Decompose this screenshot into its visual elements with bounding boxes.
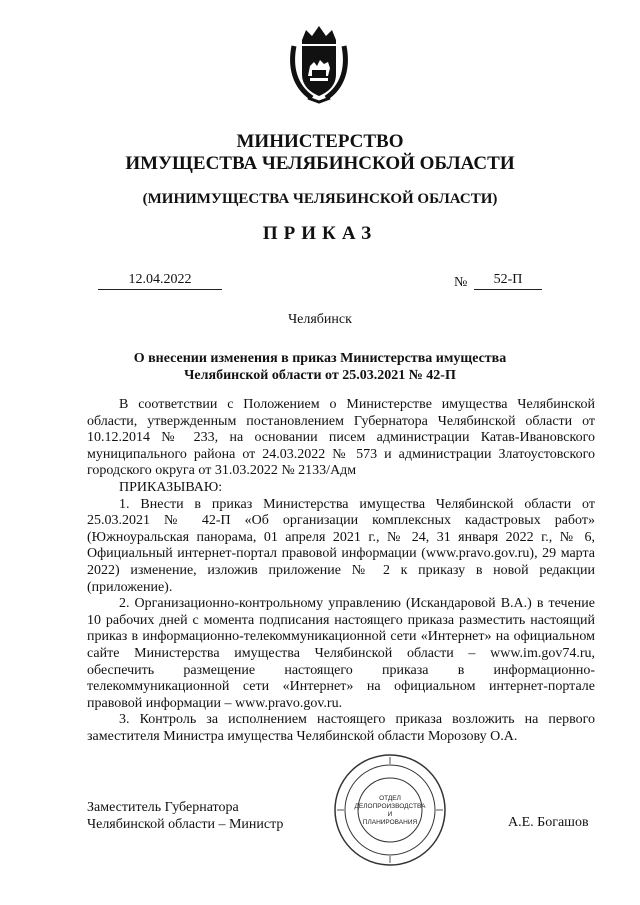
- subject-line1: О внесении изменения в приказ Министерства имущества: [133, 351, 507, 366]
- ministry-name-line2: ИМУЩЕСТВА ЧЕЛЯБИНСКОЙ ОБЛАСТИ: [125, 153, 515, 174]
- order-item-2: 2. Организационно-контрольному управлению (Искандаровой В.А.) в течение 10 рабочих дней с момента подписания настоящего приказа разместить настоящий приказ в информационно-телекоммуникационной сети «Интернет» на официальном сайте Министерства имущества Челябинской области – www.im.gov74.ru, обеспечить размещение настоящего приказа в информационно-телекоммуникационной сети «Интернет» на официальном интернет-портале правовой информации – www.pravo.gov.ru.: [87, 596, 595, 711]
- stamp-text-line4: ПЛАНИРОВАНИЯ: [362, 819, 418, 826]
- document-type: ПРИКАЗ: [262, 223, 378, 244]
- order-item-3: 3. Контроль за исполнением настоящего приказа возложить на первого заместителя Министра имущества Челябинской области Морозову О.А.: [87, 712, 595, 744]
- signer-name: А.Е. Богашов: [508, 815, 589, 830]
- ministry-name-line1: МИНИСТЕРСТВО: [236, 131, 404, 152]
- official-stamp: [332, 752, 448, 868]
- signer-position: [87, 799, 283, 833]
- subject-line2: Челябинской области от 25.03.2021 № 42-П: [184, 368, 456, 383]
- stamp-text-line1: ОТДЕЛ: [379, 795, 401, 802]
- signer-position-line2: Челябинской области – Министр: [87, 817, 284, 832]
- ministry-short-name: (МИНИМУЩЕСТВА ЧЕЛЯБИНСКОЙ ОБЛАСТИ): [142, 191, 498, 207]
- order-item-1: 1. Внести в приказ Министерства имущества Челябинской области от 25.03.2021 № 42-П «Об организации комплексных кадастровых работ» (Южноуральская панорама, 01 апреля 2021 г., № 24, 31 января 2022 г., № 6, Официальный интернет-портал правовой информации (www.pravo.gov.ru), 29 марта 2022) изменение, изложив приложение № 2 к приказу в новой редакции (приложение).: [87, 496, 595, 595]
- document-city: Челябинск: [288, 312, 352, 327]
- order-word: ПРИКАЗЫВАЮ:: [119, 479, 223, 495]
- document-number: 52-П: [474, 271, 542, 290]
- stamp-text-line3: И: [387, 811, 393, 818]
- document-date: 12.04.2022: [98, 271, 222, 290]
- document-body: [87, 397, 595, 745]
- document-subject: [120, 350, 520, 384]
- preamble-paragraph: В соответствии с Положением о Министерстве имущества Челябинской области, утвержденным постановлением Губернатора Челябинской области от 10.12.2014 № 233, на основании писем администрации Катав-Ивановского муниципального района от 24.03.2022 № 573 и администрации Златоустовского городского округа от 31.03.2022 № 2133/Адм: [87, 397, 595, 479]
- regional-coat-of-arms-icon: [288, 22, 350, 104]
- stamp-text-line2: ДЕЛОПРОИЗВОДСТВА: [354, 803, 426, 810]
- signer-position-line1: Заместитель Губернатора: [87, 800, 239, 815]
- document-number-label: №: [454, 275, 468, 290]
